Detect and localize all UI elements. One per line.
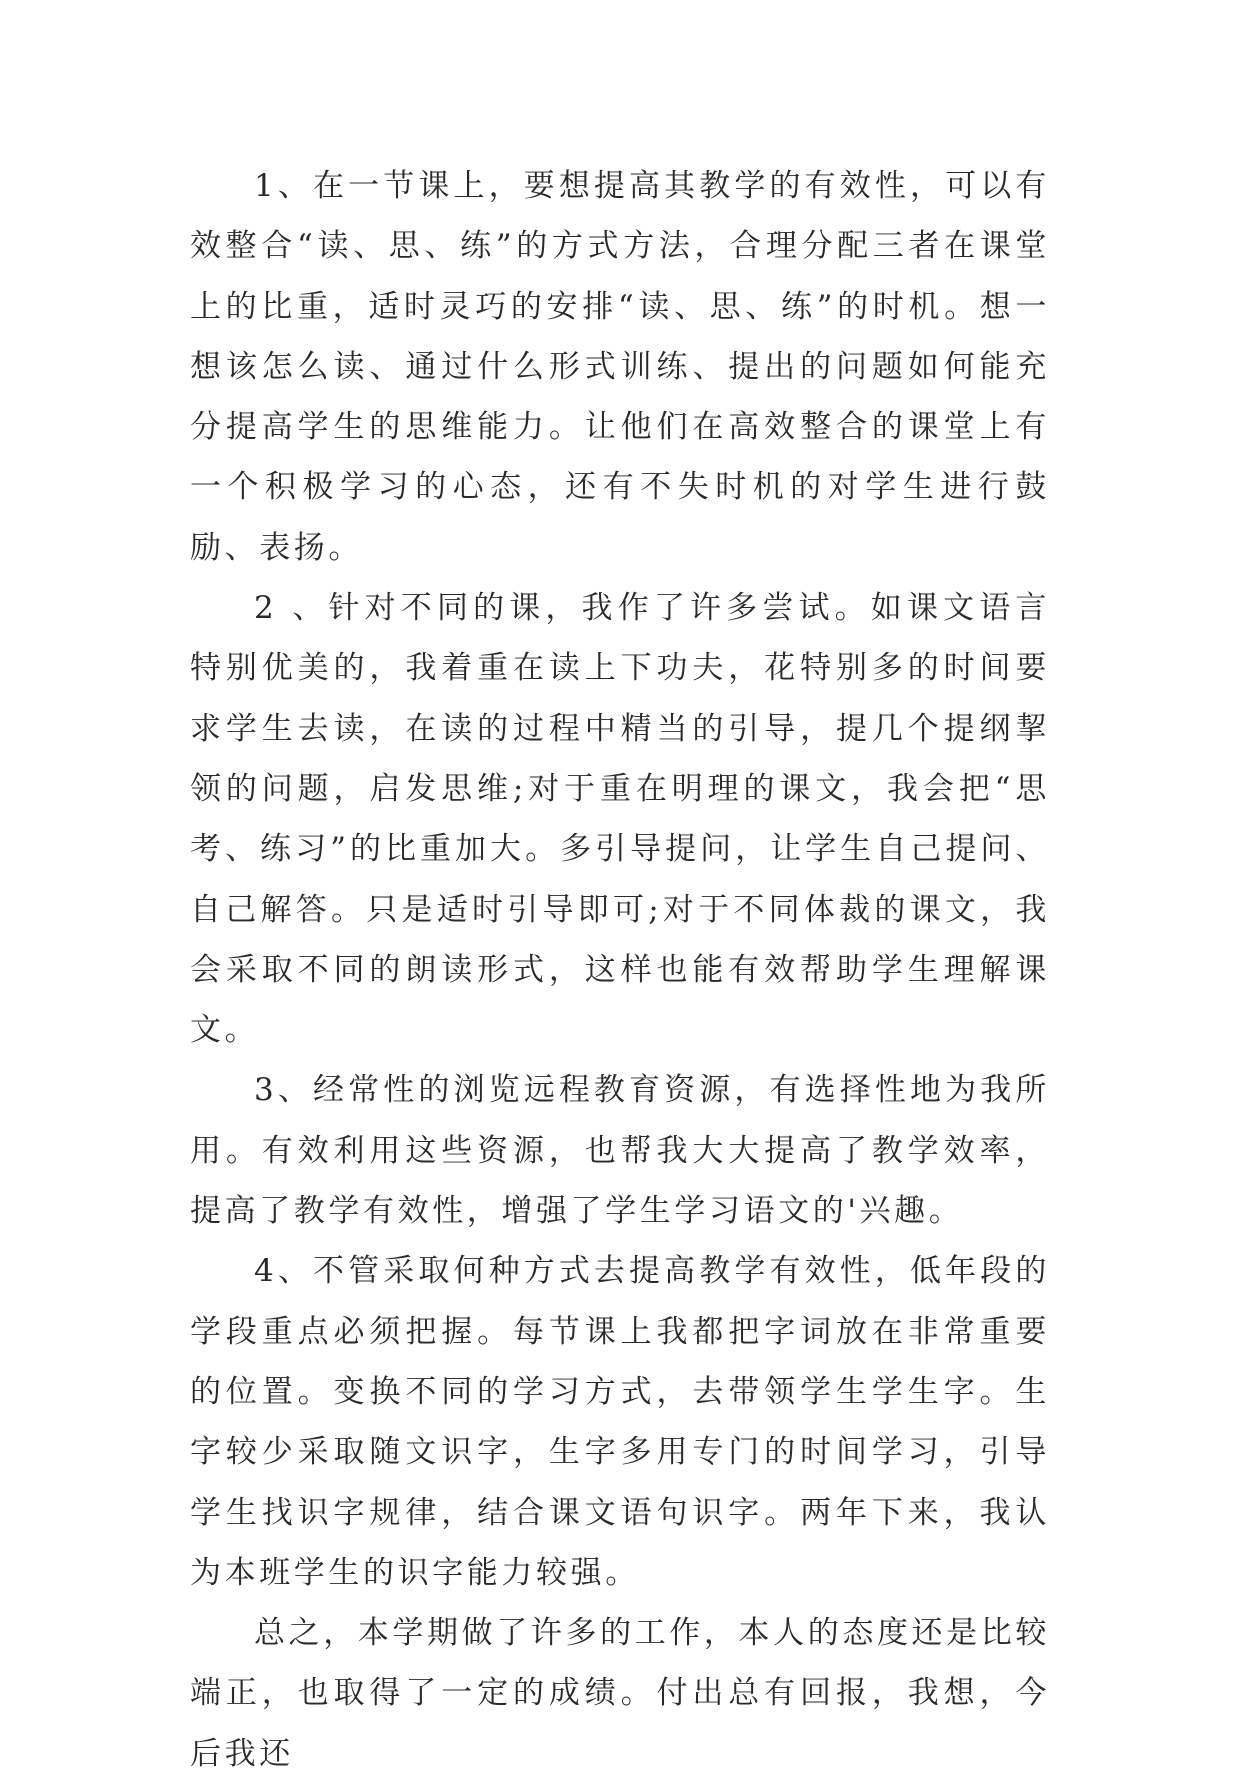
paragraph-1: 1、在一节课上，要想提高其教学的有效性，可以有效整合“读、思、练”的方式方法，合理分配三者在课堂上的比重，适时灵巧的安排“读、思、练”的时机。想一想该怎么读、通过什么形式训练、提出的问题如何能充分提高学生的思维能力。让他们在高效整合的课堂上有一个积极学习的心态，还有不失时机的对学生进行鼓励、表扬。 <box>190 168 1050 566</box>
paragraph-4: 4、不管采取何种方式去提高教学有效性，低年段的学段重点必须把握。每节课上我都把字词放在非常重要的位置。变换不同的学习方式，去带领学生学生字。生字较少采取随文识字，生字多用专门的时间学习，引导学生找识字规律，结合课文语句识字。两年下来，我认为本班学生的识字能力较强。 <box>190 1253 1050 1591</box>
document-body <box>190 156 1050 1784</box>
paragraph-3: 3、经常性的浏览远程教育资源，有选择性地为我所用。有效利用这些资源，也帮我大大提高了教学效率，提高了教学有效性，增强了学生学习语文的'兴趣。 <box>190 1072 1050 1230</box>
paragraph-5: 总之，本学期做了许多的工作，本人的态度还是比较端正，也取得了一定的成绩。付出总有回报，我想，今后我还 <box>190 1615 1050 1772</box>
paragraph-2: 2 、针对不同的课，我作了许多尝试。如课文语言特别优美的，我着重在读上下功夫，花特别多的时间要求学生去读，在读的过程中精当的引导，提几个提纲挈领的问题，启发思维;对于重在明理的课文，我会把“思考、练习”的比重加大。多引导提问，让学生自己提问、自己解答。只是适时引导即可;对于不同体裁的课文，我会采取不同的朗读形式，这样也能有效帮助学生理解课文。 <box>190 590 1050 1049</box>
